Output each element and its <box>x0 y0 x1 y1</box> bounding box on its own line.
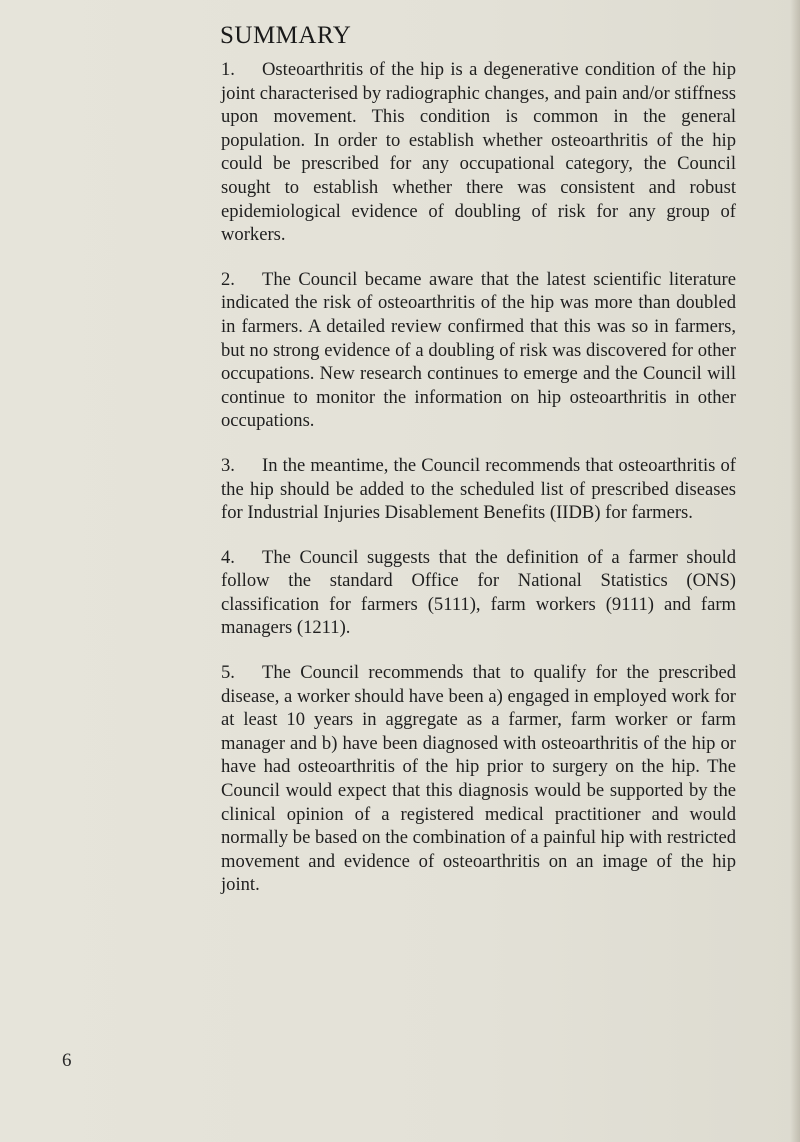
paragraph-number: 5. <box>221 662 235 684</box>
page-edge-shadow <box>790 0 800 1142</box>
paragraph-5 <box>221 661 736 897</box>
paragraph-text: The Council recommends that to qualify for the prescribed disease, a worker should have been a) engaged in employed work for at least 10 years in aggregate as a farmer, farm worker or farm manager and b) have been diagnosed with osteoarthritis of the hip or have had osteoarthritis of the hip prior to surgery on the hip. The Council would expect that this diagnosis would be supported by the clinical opinion of a registered medical practitioner and would normally be based on the combination of a painful hip with restricted movement and evidence of osteoarthritis on an image of the hip joint. <box>221 662 736 896</box>
paragraph-4 <box>221 546 736 640</box>
paragraph-text: In the meantime, the Council recommends that osteoarthritis of the hip should be added to the scheduled list of prescribed diseases for Industrial Injuries Disablement Benefits (IIDB) for farmers. <box>221 454 736 524</box>
paragraph-number: 4. <box>221 546 235 568</box>
summary-body <box>221 58 736 918</box>
paragraph-text: The Council became aware that the latest scientific literature indicated the risk of osteoarthritis of the hip was more than doubled in farmers. A detailed review confirmed that this was so in farmers, but no strong evidence of a doubling of risk was discovered for other occupations. New research continues to emerge and the Council will continue to monitor the information on hip osteoarthritis in other occupations. <box>221 268 736 432</box>
paragraph-3 <box>221 454 736 525</box>
paragraph-text: Osteoarthritis of the hip is a degenerative condition of the hip joint characterised by radiographic changes, and pain and/or stiffness upon movement. This condition is common in the general population. In order to establish whether osteoarthritis of the hip could be prescribed for any occupational category, the Council sought to establish whether there was consistent and robust epidemiological evidence of doubling of risk for any group of workers. <box>221 59 736 246</box>
paragraph-number: 1. <box>221 59 235 80</box>
paragraph-1 <box>221 58 736 247</box>
page-title: SUMMARY <box>220 22 352 49</box>
paragraph-number: 2. <box>221 268 235 290</box>
page-number: 6 <box>62 1050 72 1071</box>
paragraph-2 <box>221 268 736 433</box>
paragraph-number: 3. <box>221 454 235 476</box>
paragraph-text: The Council suggests that the definition of a farmer should follow the standard Office for National Statistics (ONS) classification for farmers (5111), farm workers (9111) and farm managers (1211). <box>221 546 736 639</box>
